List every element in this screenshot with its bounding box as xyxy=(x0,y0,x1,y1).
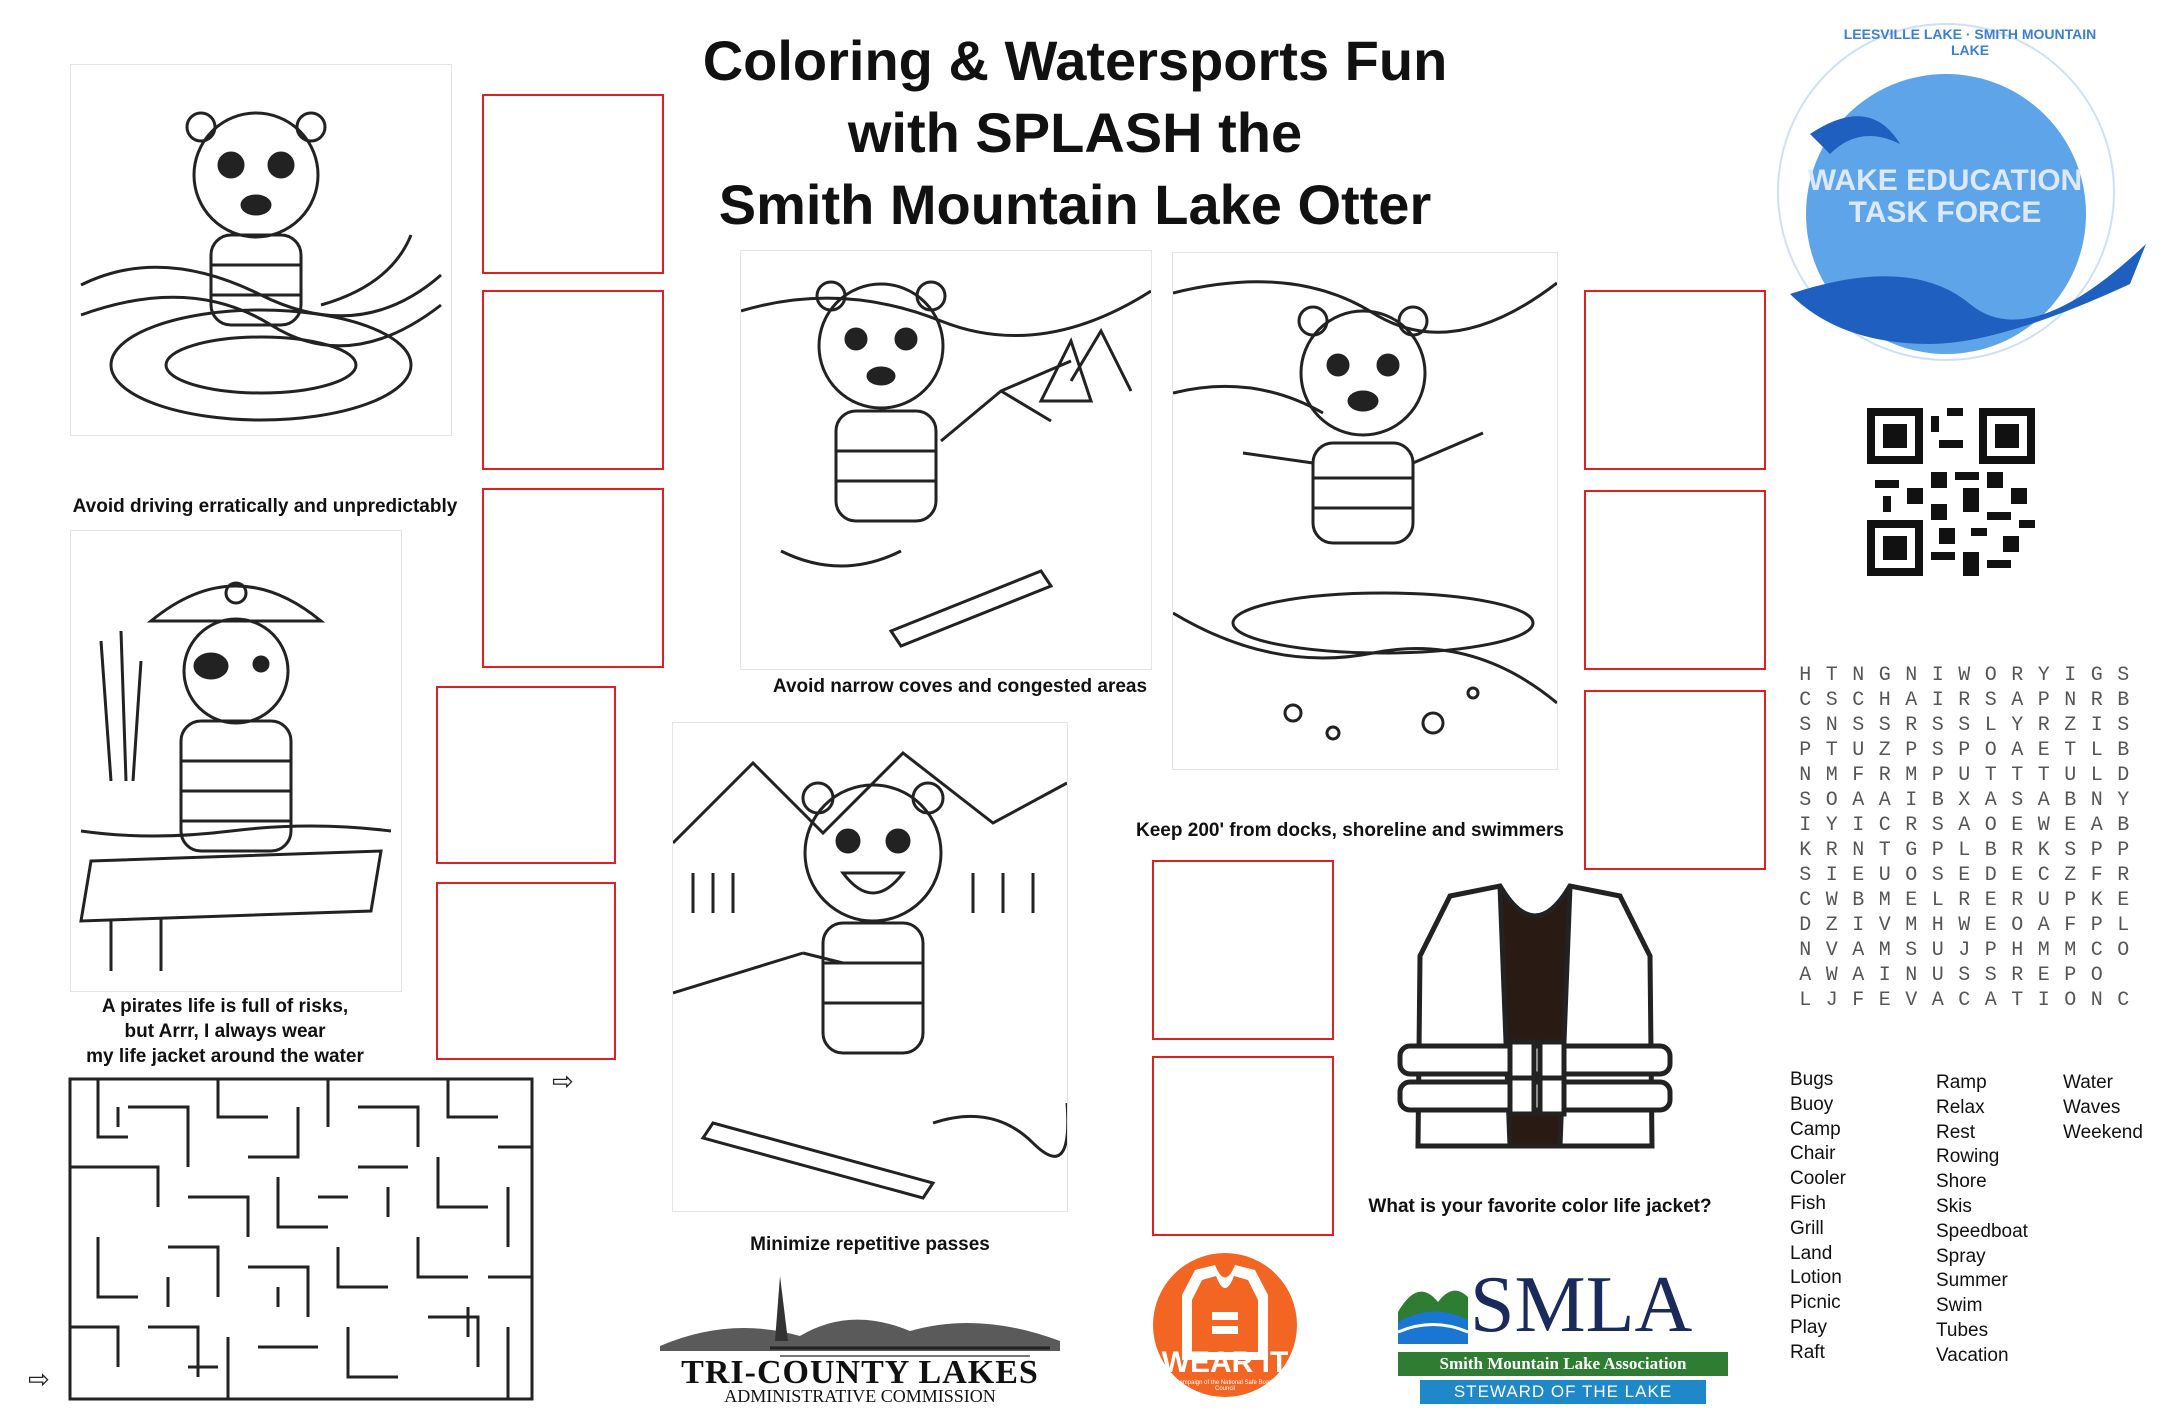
smla-association-name: Smith Mountain Lake Association xyxy=(1398,1352,1728,1376)
word-search-row xyxy=(1792,764,2137,789)
word-list-item: Shore xyxy=(1936,1171,1987,1193)
word-search-letter[interactable]: R xyxy=(2011,964,2024,987)
word-search-letter[interactable]: E xyxy=(1958,864,1971,887)
word-search-letter[interactable]: C xyxy=(2117,989,2130,1012)
word-search-letter[interactable]: Z xyxy=(1825,914,1838,937)
word-search-row xyxy=(1792,714,2137,739)
word-search-letter[interactable]: S xyxy=(1799,789,1812,812)
word-search-letter[interactable]: S xyxy=(1905,939,1918,962)
word-list-item: Cooler xyxy=(1790,1168,1846,1190)
word-search-letter[interactable]: H xyxy=(2011,939,2024,962)
word-list-item: Lotion xyxy=(1790,1267,1842,1289)
word-list-item: Play xyxy=(1790,1316,1827,1338)
word-search-letter[interactable]: U xyxy=(1931,964,1944,987)
word-list-item: Fish xyxy=(1790,1192,1826,1214)
word-search-letter[interactable]: E xyxy=(2064,814,2077,837)
word-search-letter[interactable]: E xyxy=(1984,889,1997,912)
word-list-item: Land xyxy=(1790,1242,1833,1264)
word-list-item: Tubes xyxy=(1936,1319,1989,1341)
word-search-letter[interactable]: E xyxy=(2037,739,2050,762)
word-search-letter[interactable]: L xyxy=(1799,989,1812,1012)
word-search-row xyxy=(1792,864,2137,889)
word-search-letter[interactable]: W xyxy=(1958,914,1971,937)
word-search-row xyxy=(1792,914,2137,939)
word-search-letter[interactable]: F xyxy=(2064,914,2077,937)
word-search-letter[interactable]: P xyxy=(1931,839,1944,862)
word-search-letter[interactable]: C xyxy=(1958,989,1971,1012)
word-search-letter[interactable]: O xyxy=(2011,914,2024,937)
word-search-letter[interactable]: T xyxy=(2064,739,2077,762)
word-search-letter[interactable]: T xyxy=(1825,664,1838,687)
color-swatch-2[interactable] xyxy=(482,290,664,470)
word-search-letter[interactable]: P xyxy=(2090,839,2103,862)
word-search-letter[interactable]: R xyxy=(2117,864,2130,887)
word-search-letter[interactable]: Y xyxy=(2011,714,2024,737)
smla-tagline: STEWARD OF THE LAKE xyxy=(1420,1380,1706,1404)
word-search-letter[interactable]: B xyxy=(2117,814,2130,837)
word-search-letter[interactable]: G xyxy=(1878,664,1891,687)
word-search-letter[interactable]: P xyxy=(2064,964,2077,987)
word-list-item: Swim xyxy=(1936,1295,1983,1317)
word-search-letter[interactable]: M xyxy=(2064,939,2077,962)
color-swatch-4[interactable] xyxy=(436,686,616,864)
word-list-item: Raft xyxy=(1790,1341,1825,1363)
word-search-letter[interactable]: H xyxy=(1931,914,1944,937)
word-search-row xyxy=(1792,814,2137,839)
word-search-letter[interactable]: O xyxy=(1984,739,1997,762)
word-search-letter[interactable]: G xyxy=(1905,839,1918,862)
word-search-letter[interactable]: H xyxy=(1799,664,1812,687)
caption-pirate-line-3: my life jacket around the water xyxy=(86,1046,364,1067)
page-title-line-1: Coloring & Watersports Fun xyxy=(702,29,1448,92)
word-list-item: Weekend xyxy=(2063,1121,2143,1143)
maze-start-arrow-icon: ⇨ xyxy=(28,1364,50,1394)
word-search-letter[interactable]: W xyxy=(1825,964,1838,987)
wear-it-small-text: A campaign of the National Safe Boating Council xyxy=(1171,1380,1279,1392)
word-search-letter[interactable]: S xyxy=(1878,714,1891,737)
word-search-letter[interactable]: A xyxy=(1905,689,1918,712)
page-title-line-2: with SPLASH the xyxy=(847,101,1303,164)
word-search-letter[interactable]: G xyxy=(2090,664,2103,687)
word-search-row xyxy=(1792,939,2137,964)
word-search-letter[interactable]: H xyxy=(1878,689,1891,712)
word-search-letter[interactable]: S xyxy=(1852,714,1865,737)
word-search-letter[interactable]: L xyxy=(1984,714,1997,737)
word-search-letter[interactable]: I xyxy=(1931,664,1944,687)
word-list-item: Ramp xyxy=(1936,1072,1987,1093)
word-search-letter[interactable]: N xyxy=(2064,689,2077,712)
word-search-letter[interactable]: L xyxy=(2090,739,2103,762)
word-search-letter[interactable]: S xyxy=(2011,789,2024,812)
word-search-letter[interactable]: F xyxy=(2090,864,2103,887)
word-search-letter[interactable]: T xyxy=(2011,764,2024,787)
word-search-letter[interactable]: A xyxy=(2011,739,2024,762)
tri-county-lakes-name: TRI-COUNTY LAKES xyxy=(681,1354,1039,1391)
word-list-column-3 xyxy=(2063,1071,2143,1145)
word-search-letter[interactable]: O xyxy=(2064,989,2077,1012)
word-search-letter[interactable]: E xyxy=(1984,914,1997,937)
word-search-letter[interactable]: M xyxy=(1825,764,1838,787)
word-list-item: Waves xyxy=(2063,1096,2121,1118)
word-search-letter[interactable]: C xyxy=(1878,814,1891,837)
word-search-letter[interactable]: O xyxy=(1984,814,1997,837)
smla-logo-wordmark: SMLA xyxy=(1470,1261,1693,1349)
word-search-letter[interactable]: S xyxy=(1931,814,1944,837)
otter-wakeboard-coloring-picture[interactable] xyxy=(672,722,1068,1212)
word-list-item: Bugs xyxy=(1790,1069,1834,1090)
word-search-letter[interactable]: K xyxy=(2037,839,2050,862)
word-search-letter[interactable]: M xyxy=(1905,764,1918,787)
word-search-letter[interactable]: C xyxy=(1799,689,1812,712)
word-search-letter[interactable]: A xyxy=(1931,989,1944,1012)
word-search-letter[interactable]: I xyxy=(2090,714,2103,737)
word-search-row xyxy=(1792,839,2137,864)
word-search-letter[interactable]: R xyxy=(2037,714,2050,737)
color-swatch-8[interactable] xyxy=(1584,690,1766,870)
word-search-letter[interactable]: T xyxy=(1878,839,1891,862)
word-search-row xyxy=(1792,739,2137,764)
wear-it-text: WEAR IT xyxy=(1161,1346,1289,1379)
word-search-letter[interactable]: P xyxy=(1931,764,1944,787)
word-search-letter[interactable]: E xyxy=(1905,889,1918,912)
word-search-letter[interactable]: E xyxy=(1878,989,1891,1012)
word-search-letter[interactable]: T xyxy=(1825,739,1838,762)
caption-erratic-driving: Avoid driving erratically and unpredictably xyxy=(72,496,458,517)
word-list-item: Camp xyxy=(1790,1118,1841,1140)
wake-logo-ring-text: LEESVILLE LAKE · SMITH MOUNTAIN LAKE xyxy=(1843,26,2097,58)
word-search-letter[interactable]: O xyxy=(1984,664,1997,687)
word-search-letter[interactable]: R xyxy=(1825,839,1838,862)
word-search-letter[interactable]: R xyxy=(2011,889,2024,912)
word-search-letter[interactable]: A xyxy=(2011,689,2024,712)
word-search-letter[interactable]: S xyxy=(1958,714,1971,737)
word-search-letter[interactable]: S xyxy=(1984,964,1997,987)
word-list-item: Summer xyxy=(1936,1270,2008,1292)
word-search-letter[interactable]: Y xyxy=(2037,664,2050,687)
caption-narrow-coves: Avoid narrow coves and congested areas xyxy=(772,676,1148,697)
word-search-letter[interactable]: A xyxy=(2037,914,2050,937)
word-search-letter[interactable]: C xyxy=(1799,889,1812,912)
word-list-column-2 xyxy=(1936,1071,2028,1369)
caption-keep-200-feet: Keep 200' from docks, shoreline and swimmers xyxy=(1136,820,1564,841)
word-search-letter[interactable]: B xyxy=(2117,739,2130,762)
word-search-letter[interactable]: N xyxy=(1905,964,1918,987)
word-search-letter[interactable]: N xyxy=(1905,664,1918,687)
word-search-letter[interactable]: B xyxy=(1931,789,1944,812)
word-list-item: Rowing xyxy=(1936,1146,2000,1168)
word-search-letter[interactable]: S xyxy=(2117,714,2130,737)
word-search-letter[interactable]: D xyxy=(1984,864,1997,887)
color-swatch-6[interactable] xyxy=(1584,290,1766,470)
word-search-letter[interactable]: K xyxy=(1799,839,1812,862)
word-search-letter[interactable]: C xyxy=(1852,689,1865,712)
word-search-letter[interactable]: W xyxy=(2037,814,2050,837)
word-search-letter[interactable]: Z xyxy=(1878,739,1891,762)
color-swatch-9[interactable] xyxy=(1152,860,1334,1040)
word-search-letter[interactable]: U xyxy=(1958,764,1971,787)
word-search-letter[interactable]: L xyxy=(2117,914,2130,937)
word-search-letter[interactable]: T xyxy=(2011,989,2024,1012)
word-search-letter[interactable]: I xyxy=(1878,964,1891,987)
word-search-letter[interactable]: L xyxy=(2090,764,2103,787)
word-search-letter[interactable]: I xyxy=(1825,864,1838,887)
word-search-letter[interactable]: U xyxy=(2037,889,2050,912)
word-search-letter[interactable]: Z xyxy=(2064,714,2077,737)
word-search-letter[interactable]: M xyxy=(1878,889,1891,912)
word-search-letter[interactable]: R xyxy=(1958,689,1971,712)
word-search-letter[interactable]: R xyxy=(1878,764,1891,787)
word-search-row xyxy=(1792,689,2137,714)
color-swatch-1[interactable] xyxy=(482,94,664,274)
word-search-letter[interactable]: N xyxy=(1799,939,1812,962)
word-search-letter[interactable]: N xyxy=(2090,989,2103,1012)
word-search-letter[interactable]: A xyxy=(1878,789,1891,812)
word-search-letter[interactable]: P xyxy=(1958,739,1971,762)
word-search-letter[interactable]: N xyxy=(2090,789,2103,812)
word-search-letter[interactable]: S xyxy=(2064,839,2077,862)
word-search-letter[interactable]: Y xyxy=(2117,789,2130,812)
page-title-line-3: Smith Mountain Lake Otter xyxy=(718,173,1432,236)
word-search-letter[interactable]: N xyxy=(1825,714,1838,737)
word-search-row xyxy=(1792,964,2137,989)
word-search-letter[interactable]: N xyxy=(1852,664,1865,687)
word-search-letter[interactable]: Y xyxy=(1825,814,1838,837)
word-search-letter[interactable]: P xyxy=(2090,914,2103,937)
word-search-letter[interactable]: A xyxy=(1852,964,1865,987)
word-list-item: Picnic xyxy=(1790,1292,1841,1314)
word-search-letter[interactable]: S xyxy=(1931,739,1944,762)
word-search-letter[interactable]: A xyxy=(1984,989,1997,1012)
word-search-letter[interactable]: M xyxy=(1905,914,1918,937)
word-search-letter[interactable]: W xyxy=(1825,889,1838,912)
word-search-letter[interactable]: S xyxy=(1799,714,1812,737)
word-search-letter[interactable]: P xyxy=(1905,739,1918,762)
word-search-row xyxy=(1792,664,2137,689)
word-search-row xyxy=(1792,889,2137,914)
word-search-letter[interactable]: V xyxy=(1905,989,1918,1012)
word-search-letter[interactable]: S xyxy=(1825,689,1838,712)
word-search-letter[interactable]: R xyxy=(1958,889,1971,912)
word-search-letter[interactable]: I xyxy=(1852,814,1865,837)
word-search-letter[interactable]: B xyxy=(1984,839,1997,862)
word-search-letter[interactable]: X xyxy=(1958,789,1971,812)
word-search-letter[interactable]: F xyxy=(1852,764,1865,787)
word-search-letter[interactable]: F xyxy=(1852,989,1865,1012)
word-search-letter[interactable]: U xyxy=(1878,864,1891,887)
word-search-letter[interactable]: I xyxy=(2037,989,2050,1012)
maze-puzzle[interactable] xyxy=(68,1077,534,1401)
wake-logo-title-line-2: TASK FORCE xyxy=(1848,196,2042,229)
caption-pirate-line-1: A pirates life is full of risks, xyxy=(101,996,349,1017)
word-search-letter[interactable]: L xyxy=(1931,889,1944,912)
otter-waterski-coloring-picture[interactable] xyxy=(740,250,1152,670)
color-swatch-5[interactable] xyxy=(436,882,616,1060)
word-search-letter[interactable]: P xyxy=(2037,689,2050,712)
word-search-letter[interactable]: P xyxy=(2117,839,2130,862)
word-search-letter[interactable]: P xyxy=(2064,889,2077,912)
word-list-item: Grill xyxy=(1790,1217,1824,1239)
word-list-item: Rest xyxy=(1936,1121,1976,1143)
word-search-letter[interactable]: A xyxy=(2090,814,2103,837)
word-search-letter[interactable]: T xyxy=(2037,764,2050,787)
word-search-letter[interactable]: R xyxy=(2011,664,2024,687)
word-search-letter[interactable]: J xyxy=(1825,989,1838,1012)
word-search-letter[interactable]: T xyxy=(1984,764,1997,787)
word-search-letter[interactable]: I xyxy=(1905,789,1918,812)
word-search-letter[interactable]: C xyxy=(2037,864,2050,887)
word-list-column-1 xyxy=(1790,1068,1846,1366)
word-search-letter[interactable]: I xyxy=(1852,914,1865,937)
word-search-letter[interactable]: E xyxy=(2011,864,2024,887)
life-jacket-icon[interactable] xyxy=(1390,876,1680,1166)
word-search-letter[interactable]: U xyxy=(1852,739,1865,762)
word-search-letter[interactable]: O xyxy=(2117,939,2130,962)
word-search-letter[interactable]: R xyxy=(1905,714,1918,737)
word-list-item: Speedboat xyxy=(1936,1220,2028,1242)
word-search-letter[interactable]: W xyxy=(1958,664,1971,687)
word-search-letter[interactable]: E xyxy=(2117,889,2130,912)
word-search-letter[interactable]: S xyxy=(1984,689,1997,712)
word-search-letter[interactable]: B xyxy=(2064,789,2077,812)
word-search-letter[interactable]: L xyxy=(1958,839,1971,862)
word-search-letter[interactable]: K xyxy=(2090,889,2103,912)
otter-pirate-coloring-picture[interactable] xyxy=(70,530,402,992)
word-search-letter[interactable]: E xyxy=(2037,964,2050,987)
word-search-letter[interactable]: I xyxy=(1799,814,1812,837)
otter-surfing-coloring-picture[interactable] xyxy=(1172,252,1558,770)
word-search-letter[interactable]: O xyxy=(1825,789,1838,812)
word-search-letter[interactable]: V xyxy=(1878,914,1891,937)
word-search-letter[interactable]: S xyxy=(1931,864,1944,887)
otter-tube-coloring-picture[interactable] xyxy=(70,64,452,436)
tri-county-lakes-subtitle: ADMINISTRATIVE COMMISSION xyxy=(724,1386,996,1406)
word-list-item: Spray xyxy=(1936,1245,1986,1267)
color-swatch-10[interactable] xyxy=(1152,1056,1334,1236)
word-list-item: Vacation xyxy=(1936,1344,2009,1366)
word-search-letter[interactable]: E xyxy=(2011,814,2024,837)
word-list-item: Chair xyxy=(1790,1143,1836,1165)
word-search-letter[interactable]: P xyxy=(1984,939,1997,962)
word-search-letter[interactable]: C xyxy=(2090,939,2103,962)
word-search-letter[interactable]: E xyxy=(1852,864,1865,887)
caption-pirate-line-2: but Arrr, I always wear xyxy=(124,1021,326,1042)
qr-code-icon[interactable] xyxy=(1866,408,2036,576)
word-search-letter[interactable]: B xyxy=(1852,889,1865,912)
word-list-item: Buoy xyxy=(1790,1093,1834,1115)
word-search-letter[interactable]: A xyxy=(1799,964,1812,987)
word-search-letter[interactable]: S xyxy=(1931,714,1944,737)
maze-end-arrow-icon: ⇨ xyxy=(552,1066,574,1096)
word-search-letter[interactable]: R xyxy=(1905,814,1918,837)
word-search-letter[interactable]: S xyxy=(1958,964,1971,987)
caption-repetitive-passes: Minimize repetitive passes xyxy=(750,1234,990,1255)
word-search-letter[interactable]: A xyxy=(1852,939,1865,962)
word-search-letter[interactable]: Z xyxy=(2064,864,2077,887)
word-search-letter[interactable]: A xyxy=(1852,789,1865,812)
word-search-letter[interactable]: M xyxy=(1878,939,1891,962)
word-search-letter[interactable]: U xyxy=(1931,939,1944,962)
word-search-letter[interactable]: R xyxy=(2090,689,2103,712)
word-search-letter[interactable]: S xyxy=(1799,864,1812,887)
color-swatch-7[interactable] xyxy=(1584,490,1766,670)
word-search-letter[interactable]: M xyxy=(2037,939,2050,962)
word-list-item: Skis xyxy=(1936,1195,1972,1217)
word-search-letter[interactable]: A xyxy=(1984,789,1997,812)
word-search-letter[interactable]: V xyxy=(1825,939,1838,962)
word-search-letter[interactable]: D xyxy=(1799,914,1812,937)
word-search-grid[interactable] xyxy=(1792,664,2137,1014)
word-list-item: Water xyxy=(2063,1072,2113,1093)
word-search-letter[interactable]: P xyxy=(1799,739,1812,762)
word-search-letter[interactable]: S xyxy=(2117,664,2130,687)
word-search-row xyxy=(1792,789,2137,814)
word-search-letter[interactable]: U xyxy=(2064,764,2077,787)
word-search-letter[interactable]: O xyxy=(1905,864,1918,887)
wake-logo-title-line-1: WAKE EDUCATION xyxy=(1807,164,2083,197)
word-search-letter[interactable]: D xyxy=(2117,764,2130,787)
word-search-letter[interactable]: O xyxy=(2090,964,2103,987)
caption-favorite-color: What is your favorite color life jacket? xyxy=(1368,1196,1712,1217)
word-search-letter[interactable]: N xyxy=(1799,764,1812,787)
word-search-letter[interactable]: A xyxy=(1958,814,1971,837)
word-search-row xyxy=(1792,989,2137,1014)
word-list-item: Relax xyxy=(1936,1096,1985,1118)
word-search-letter[interactable]: I xyxy=(2064,664,2077,687)
word-search-letter[interactable]: I xyxy=(1931,689,1944,712)
word-search-letter[interactable]: R xyxy=(2011,839,2024,862)
word-search-letter[interactable]: A xyxy=(2037,789,2050,812)
word-search-letter[interactable]: B xyxy=(2117,689,2130,712)
word-search-letter[interactable]: N xyxy=(1852,839,1865,862)
word-search-letter[interactable]: J xyxy=(1958,939,1971,962)
color-swatch-3[interactable] xyxy=(482,488,664,668)
smla-logo-graphic xyxy=(1398,1272,1468,1344)
